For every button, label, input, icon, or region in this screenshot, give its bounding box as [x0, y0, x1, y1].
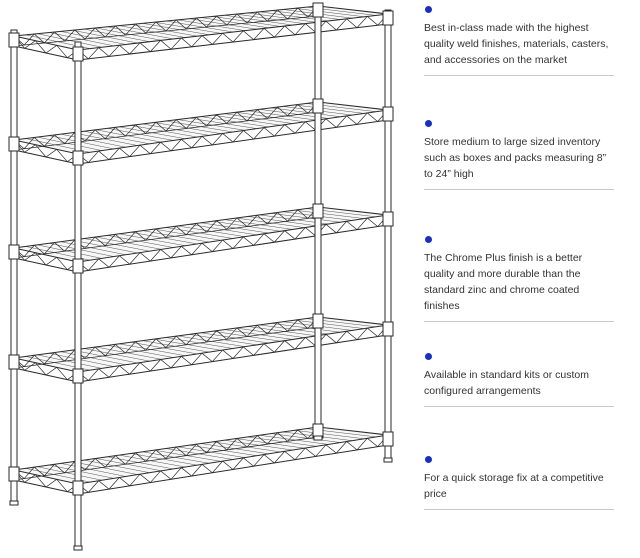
divider — [424, 509, 614, 510]
feature-text: For a quick storage fix at a competitive price — [424, 472, 604, 500]
shelf-tier-3 — [14, 207, 388, 272]
divider — [424, 321, 614, 322]
shelf-tier-5 — [14, 427, 388, 494]
bullet-icon — [425, 456, 432, 463]
bullet-icon — [425, 353, 432, 360]
feature-text: The Chrome Plus finish is a better quality and more durable than the standard zinc and chrome coated finishes — [424, 252, 583, 312]
feature-item-quality — [416, 6, 614, 76]
feature-item-finish — [416, 236, 614, 322]
post-front-left — [9, 30, 19, 505]
feature-text: Store medium to large sized inventory such as boxes and packs measuring 8” to 24” high — [424, 136, 607, 180]
divider — [424, 75, 614, 76]
feature-text: Best in-class made with the highest quality weld finishes, materials, casters, and accessories on the market — [424, 22, 609, 66]
feature-item-capacity — [416, 120, 614, 190]
shelf-tier-2 — [14, 102, 388, 164]
bullet-icon — [425, 6, 432, 13]
bullet-icon — [425, 236, 432, 243]
shelf-tier-4 — [14, 317, 388, 382]
post-back-right — [383, 10, 393, 462]
shelf-tier-1 — [14, 6, 388, 60]
post-front-right — [73, 42, 83, 550]
feature-item-configuration — [416, 353, 614, 407]
feature-list — [416, 0, 616, 558]
post-back-left — [313, 3, 323, 440]
divider — [424, 189, 614, 190]
divider — [424, 406, 614, 407]
feature-text: Available in standard kits or custom configured arrangements — [424, 369, 589, 397]
bullet-icon — [425, 120, 432, 127]
feature-item-price — [416, 456, 614, 510]
